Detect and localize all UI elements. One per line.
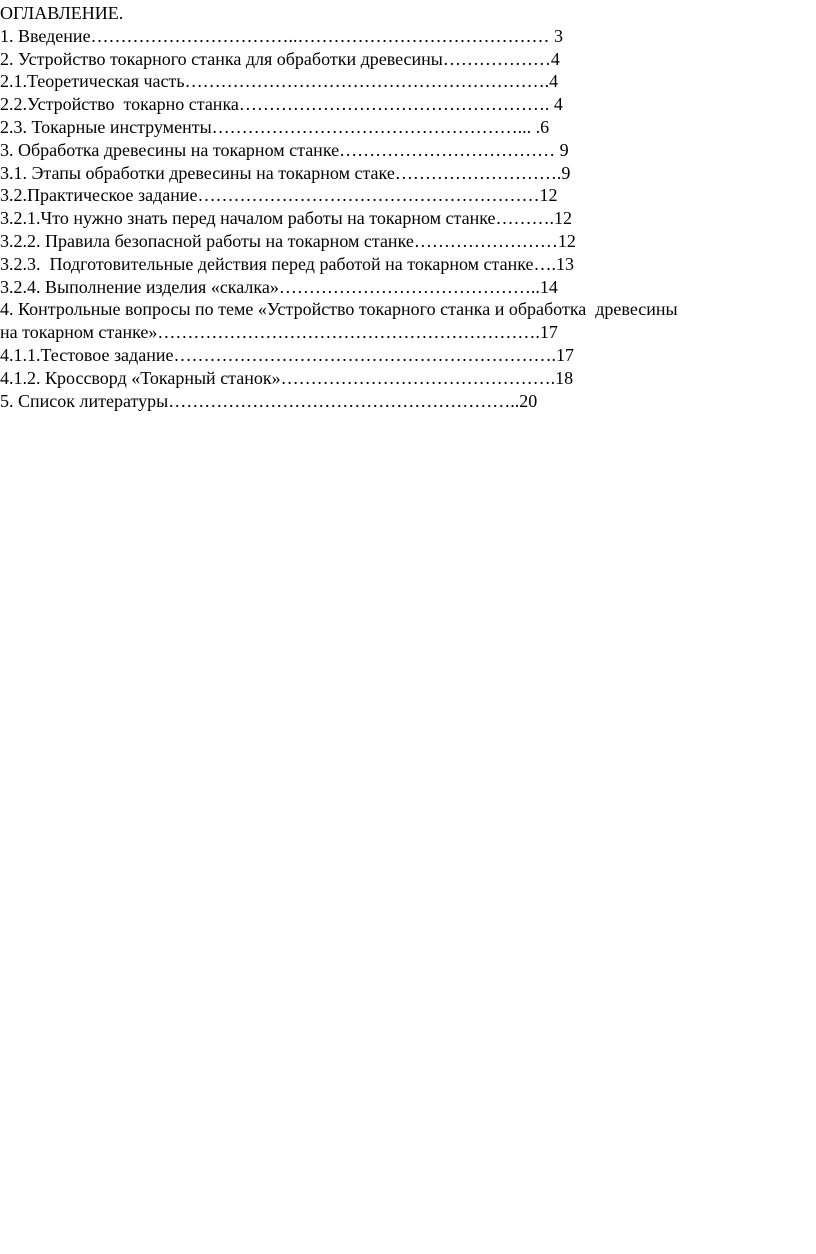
toc-entry-3-2-4: 3.2.4. Выполнение изделия «скалка»……………………………………..14 <box>0 276 558 297</box>
toc-entry-2-2: 2.2.Устройство токарно станка……………………………………………. 4 <box>0 94 563 115</box>
toc-entry-2-1: 2.1.Теоретическая часть…………………………………………………….4 <box>0 71 559 92</box>
toc-entry-4-1-1: 4.1.1.Тестовое задание……………………………………………………….17 <box>0 344 574 365</box>
toc-entry-2-3: 2.3. Токарные инструменты……………………………………………... .6 <box>0 116 550 137</box>
toc-entry-3-2: 3.2.Практическое задание…………………………………………………12 <box>0 185 558 206</box>
toc-entry-4-continued: на токарном станке»……………………………………………………….17 <box>0 322 558 343</box>
toc-entry-3-1: 3.1. Этапы обработки древесины на токарном стаке……………………….9 <box>0 162 571 183</box>
toc-entry-3-2-1: 3.2.1.Что нужно знать перед началом работы на токарном станке……….12 <box>0 208 573 229</box>
table-of-contents <box>0 2 812 412</box>
toc-entry-4: 4. Контрольные вопросы по теме «Устройство токарного станка и обработка древесины <box>0 299 678 320</box>
toc-entry-3-2-3: 3.2.3. Подготовительные действия перед работой на токарном станке….13 <box>0 253 574 274</box>
toc-entry-3-2-2: 3.2.2. Правила безопасной работы на токарном станке……………………12 <box>0 230 576 251</box>
toc-entry-2: 2. Устройство токарного станка для обработки древесины………………4 <box>0 48 560 69</box>
toc-entry-4-1-2: 4.1.2. Кроссворд «Токарный станок»……………………………………….18 <box>0 367 574 388</box>
toc-entry-3: 3. Обработка древесины на токарном станке……………………………… 9 <box>0 139 569 160</box>
toc-entry-introduction: 1. Введение……………………………..…………………………………… 3 <box>0 25 564 46</box>
toc-heading: ОГЛАВЛЕНИЕ. <box>0 3 124 23</box>
toc-entry-5: 5. Список литературы…………………………………………………..20 <box>0 390 538 411</box>
